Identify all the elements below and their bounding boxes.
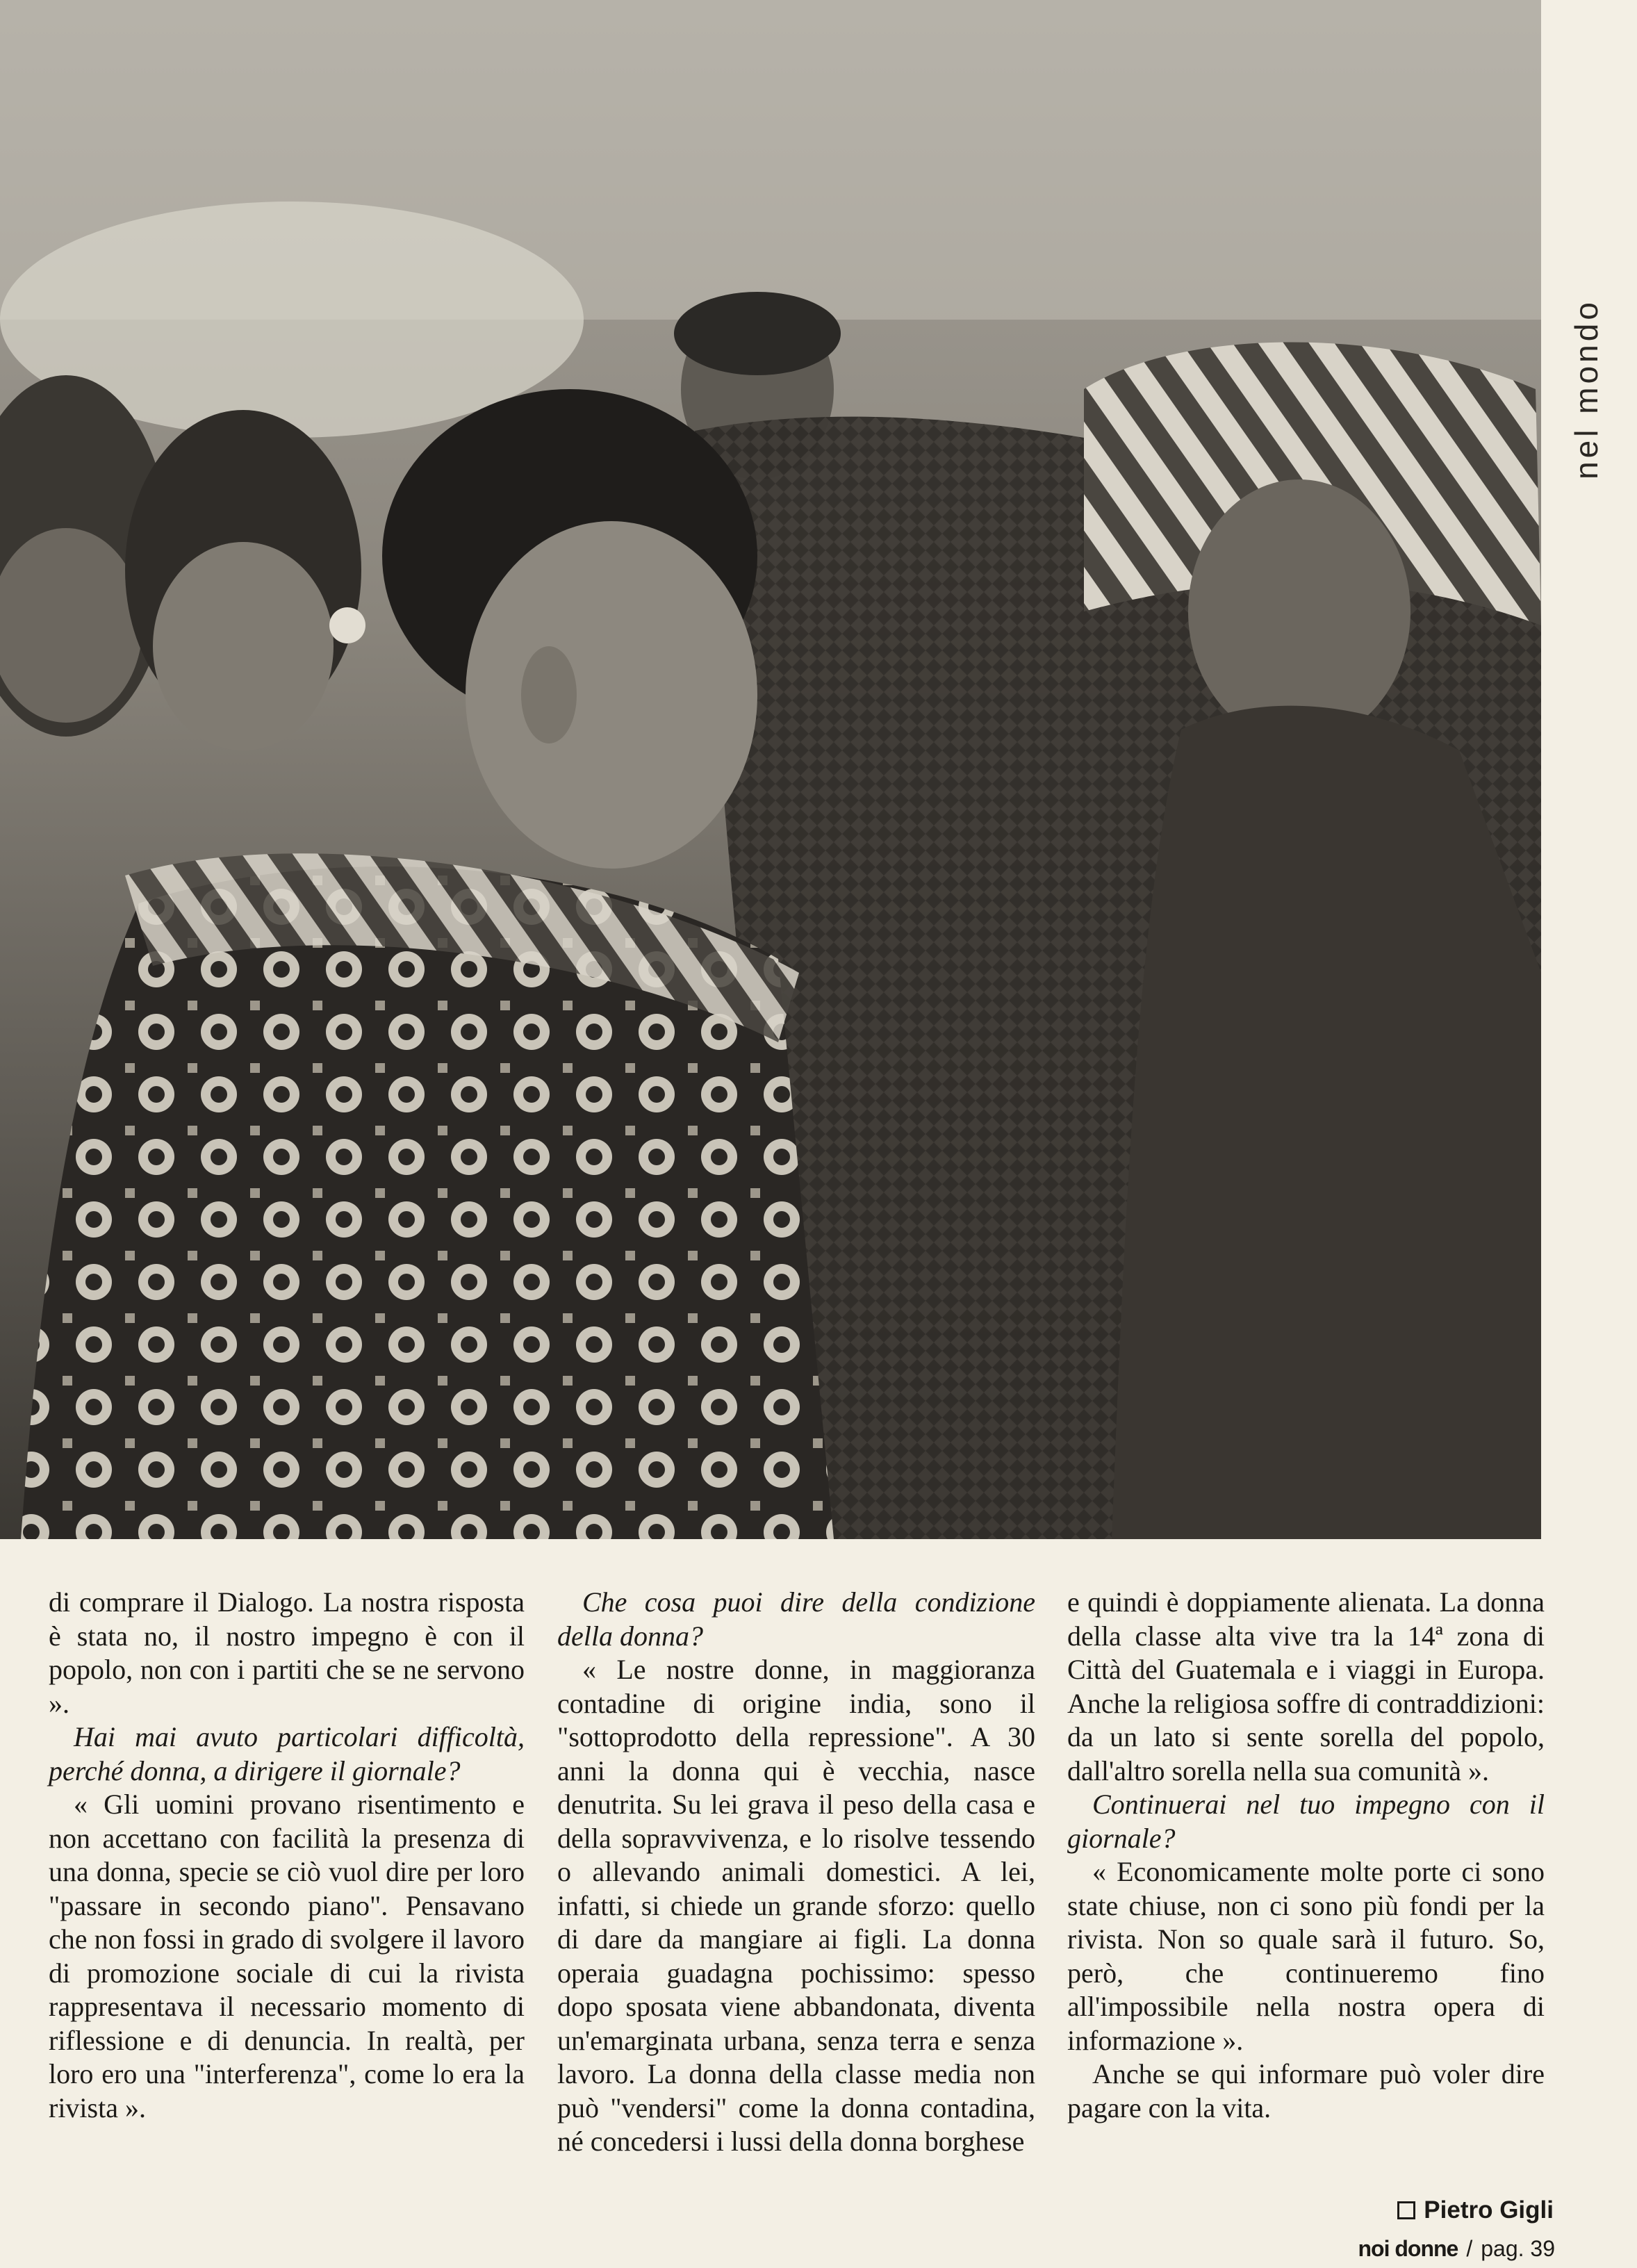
paragraph: e quindi è doppiamente alienata. La donna della classe alta vive tra la 14ª zona di Città del Guatemala e i viaggi in Europa. Anche la religiosa soffre di contraddizioni: da un lato si sente sorella del popolo, dall'altro sorella nella sua comunità ». — [1067, 1586, 1545, 1786]
interview-question: Continuerai nel tuo impegno con il giornale? — [1067, 1789, 1545, 1854]
publication-name: noi donne — [1358, 2236, 1458, 2261]
page-number: pag. 39 — [1481, 2236, 1555, 2261]
article-column-2 — [557, 1586, 1035, 2159]
page-footer — [1358, 2236, 1555, 2262]
interview-question: Hai mai avuto particolari difficoltà, perché donna, a dirigere il giornale? — [49, 1721, 525, 1786]
section-label — [1555, 264, 1618, 514]
interview-answer: « Le nostre donne, in maggioranza contadine di origine india, sono il "sottoprodotto della repressione". A 30 anni la donna qui è vecchia, nasce denutrita. Su lei grava il peso della casa e della sopravvivenza, e lo risolve tessendo o allevando animali domestici. A lei, infatti, si chiede un grande sforzo: quello di dare da mangiare ai figli. La donna operaia guadagna pochissimo: spesso dopo sposata viene abbandonata, diventa un'emarginata urbana, senza terra e senza lavoro. La donna della classe media non può "vendersi" come la donna contadina, né concedersi i lussi della donna borghese — [557, 1654, 1035, 2157]
author-name: Pietro Gigli — [1424, 2196, 1554, 2224]
interview-answer: « Economicamente molte porte ci sono state chiuse, non ci sono più fondi per la rivista. Non so quale sarà il futuro. So, però, che continueremo fino all'impossibile nella nostra opera di informazione ». — [1067, 1856, 1545, 2056]
article-column-1 — [49, 1586, 525, 2125]
paragraph: di comprare il Dialogo. La nostra risposta è stata no, il nostro impegno è con il popolo, non con i partiti che se ne servono ». — [49, 1586, 525, 1719]
footer-separator: / — [1466, 2236, 1473, 2261]
interview-question: Che cosa puoi dire della condizione della donna? — [557, 1586, 1035, 1652]
end-mark-box-icon — [1397, 2201, 1415, 2219]
closing-paragraph: Anche se qui informare può voler dire pagare con la vita. — [1067, 2058, 1545, 2123]
interview-answer: « Gli uomini provano risentimento e non accettano con facilità la presenza di una donna, specie se ciò vuol dire per loro "passare in secondo piano". Pensavano che non fossi in grado di svolgere il lavoro di promozione sociale di cui la rivista rappresentava il necessario momento di riflessione e di denuncia. In realtà, per loro ero una "interferenza", come lo era la rivista ». — [49, 1789, 525, 2123]
article-column-3 — [1067, 1586, 1545, 2125]
section-label-text: nel mondo — [1568, 299, 1604, 479]
author-signature — [1397, 2196, 1554, 2224]
